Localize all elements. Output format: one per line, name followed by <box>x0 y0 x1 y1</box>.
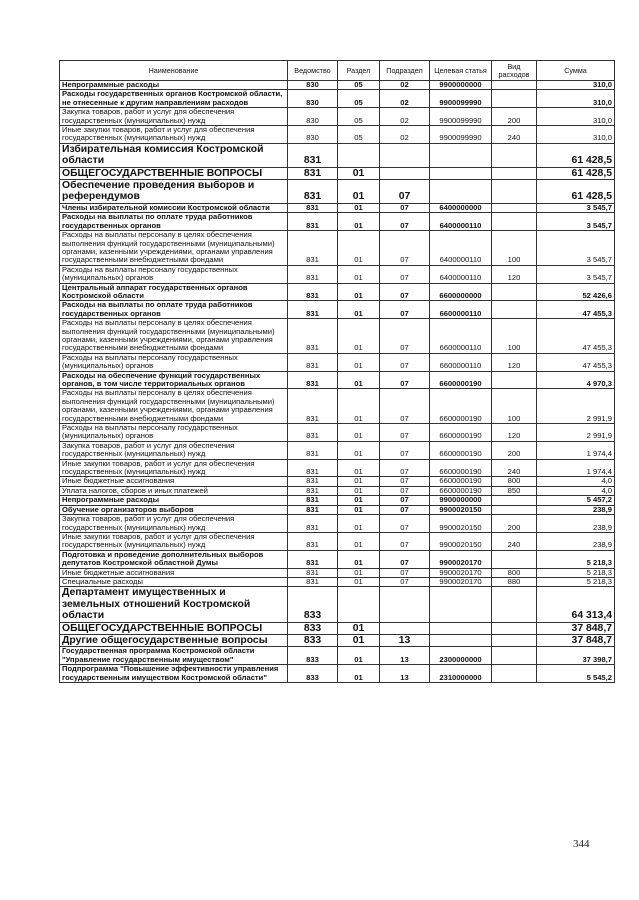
cell-summa: 3 545,7 <box>537 203 615 212</box>
table-row <box>60 126 615 144</box>
cell-razdel: 01 <box>338 477 380 486</box>
cell-podrazdel <box>380 587 430 622</box>
cell-razdel: 01 <box>338 505 380 514</box>
cell-name: Расходы на обеспечение функций государственных органов, в том числе территориальных органов <box>60 371 288 389</box>
cell-celevaya-statya: 6600000000 <box>430 283 492 301</box>
cell-summa: 5 218,3 <box>537 577 615 586</box>
cell-celevaya-statya: 6400000110 <box>430 231 492 266</box>
table-row <box>60 622 615 634</box>
page-number: 344 <box>573 838 590 850</box>
cell-podrazdel: 07 <box>380 301 430 319</box>
cell-razdel: 05 <box>338 108 380 126</box>
cell-podrazdel: 07 <box>380 496 430 505</box>
cell-podrazdel: 07 <box>380 568 430 577</box>
cell-summa: 64 313,4 <box>537 587 615 622</box>
cell-celevaya-statya: 9900020150 <box>430 532 492 550</box>
cell-vedomstvo: 831 <box>288 319 338 354</box>
table-row <box>60 568 615 577</box>
cell-vedomstvo: 831 <box>288 283 338 301</box>
cell-summa: 310,0 <box>537 108 615 126</box>
table-row <box>60 319 615 354</box>
table-row <box>60 505 615 514</box>
cell-razdel: 01 <box>338 265 380 283</box>
table-row <box>60 577 615 586</box>
cell-name: Расходы на выплаты персоналу в целях обеспечения выполнения функций государственными (муниципальными) органами, казенными учреждениями, органами управления государственными внебюджетными фондами <box>60 231 288 266</box>
table-row <box>60 441 615 459</box>
table-row <box>60 213 615 231</box>
cell-summa: 238,9 <box>537 515 615 533</box>
table-row <box>60 180 615 204</box>
cell-celevaya-statya: 9900020170 <box>430 550 492 568</box>
table-row <box>60 550 615 568</box>
cell-podrazdel: 07 <box>380 532 430 550</box>
cell-summa: 4 970,3 <box>537 371 615 389</box>
cell-summa: 61 428,5 <box>537 180 615 204</box>
table-row <box>60 81 615 90</box>
cell-podrazdel: 07 <box>380 180 430 204</box>
cell-vid-raskhodov <box>492 301 537 319</box>
cell-name: Департамент имущественных и земельных отношений Костромской области <box>60 587 288 622</box>
cell-vid-raskhodov <box>492 143 537 167</box>
cell-name: Закупка товаров, работ и услуг для обеспечения государственных (муниципальных) нужд <box>60 108 288 126</box>
cell-podrazdel <box>380 622 430 634</box>
cell-vedomstvo: 831 <box>288 550 338 568</box>
cell-name: Расходы на выплаты персоналу государственных (муниципальных) органов <box>60 353 288 371</box>
cell-vedomstvo: 831 <box>288 231 338 266</box>
cell-vid-raskhodov <box>492 283 537 301</box>
budget-sheet <box>59 60 614 683</box>
cell-vedomstvo: 830 <box>288 108 338 126</box>
cell-podrazdel: 07 <box>380 203 430 212</box>
cell-name: Центральный аппарат государственных органов Костромской области <box>60 283 288 301</box>
cell-celevaya-statya: 2300000000 <box>430 647 492 665</box>
table-row <box>60 143 615 167</box>
cell-vid-raskhodov: 240 <box>492 126 537 144</box>
cell-vedomstvo: 831 <box>288 203 338 212</box>
table-row <box>60 167 615 179</box>
cell-summa: 5 545,2 <box>537 665 615 683</box>
cell-celevaya-statya: 6400000110 <box>430 265 492 283</box>
cell-celevaya-statya <box>430 143 492 167</box>
cell-vedomstvo: 831 <box>288 301 338 319</box>
cell-name: Расходы на выплаты по оплате труда работников государственных органов <box>60 213 288 231</box>
cell-vedomstvo: 833 <box>288 647 338 665</box>
cell-vedomstvo: 831 <box>288 532 338 550</box>
cell-summa: 3 545,7 <box>537 231 615 266</box>
cell-vedomstvo: 831 <box>288 477 338 486</box>
cell-summa: 238,9 <box>537 505 615 514</box>
table-row <box>60 353 615 371</box>
cell-vedomstvo: 831 <box>288 389 338 424</box>
cell-summa: 37 398,7 <box>537 647 615 665</box>
cell-summa: 3 545,7 <box>537 213 615 231</box>
table-row <box>60 108 615 126</box>
cell-podrazdel: 13 <box>380 634 430 646</box>
cell-podrazdel: 07 <box>380 486 430 495</box>
cell-vid-raskhodov: 240 <box>492 532 537 550</box>
cell-celevaya-statya <box>430 180 492 204</box>
cell-razdel: 01 <box>338 634 380 646</box>
cell-name: Непрограммные расходы <box>60 81 288 90</box>
cell-vedomstvo: 831 <box>288 213 338 231</box>
cell-name: Специальные расходы <box>60 577 288 586</box>
cell-vedomstvo: 831 <box>288 180 338 204</box>
cell-razdel: 01 <box>338 496 380 505</box>
cell-razdel: 01 <box>338 568 380 577</box>
cell-razdel: 01 <box>338 213 380 231</box>
cell-vid-raskhodov: 120 <box>492 265 537 283</box>
cell-vid-raskhodov <box>492 81 537 90</box>
cell-vid-raskhodov <box>492 665 537 683</box>
cell-vid-raskhodov <box>492 647 537 665</box>
cell-vedomstvo: 831 <box>288 353 338 371</box>
cell-vid-raskhodov: 100 <box>492 389 537 424</box>
cell-razdel: 01 <box>338 486 380 495</box>
cell-celevaya-statya: 9900020170 <box>430 577 492 586</box>
cell-name: Обучение организаторов выборов <box>60 505 288 514</box>
cell-summa: 61 428,5 <box>537 143 615 167</box>
table-row <box>60 459 615 477</box>
cell-razdel: 01 <box>338 665 380 683</box>
cell-razdel: 01 <box>338 441 380 459</box>
cell-vid-raskhodov: 850 <box>492 486 537 495</box>
cell-podrazdel: 07 <box>380 283 430 301</box>
cell-vid-raskhodov <box>492 167 537 179</box>
cell-podrazdel: 07 <box>380 477 430 486</box>
cell-podrazdel: 02 <box>380 126 430 144</box>
cell-celevaya-statya: 6600000190 <box>430 371 492 389</box>
cell-celevaya-statya: 6600000190 <box>430 459 492 477</box>
cell-celevaya-statya <box>430 167 492 179</box>
header-podrazdel: Подраздел <box>380 61 430 81</box>
table-row <box>60 231 615 266</box>
cell-celevaya-statya: 6600000110 <box>430 319 492 354</box>
cell-podrazdel: 02 <box>380 81 430 90</box>
cell-summa: 5 218,3 <box>537 568 615 577</box>
cell-vid-raskhodov: 800 <box>492 477 537 486</box>
cell-vedomstvo: 831 <box>288 486 338 495</box>
table-row <box>60 371 615 389</box>
cell-razdel: 05 <box>338 81 380 90</box>
cell-name: Подпрограмма "Повышение эффективности управления государственным имуществом Костромской области" <box>60 665 288 683</box>
cell-podrazdel: 07 <box>380 389 430 424</box>
cell-razdel: 01 <box>338 389 380 424</box>
table-row <box>60 424 615 442</box>
cell-podrazdel: 02 <box>380 90 430 108</box>
cell-vedomstvo: 830 <box>288 81 338 90</box>
cell-celevaya-statya: 6600000110 <box>430 353 492 371</box>
cell-celevaya-statya: 9900099990 <box>430 126 492 144</box>
table-row <box>60 515 615 533</box>
cell-summa: 310,0 <box>537 90 615 108</box>
cell-razdel <box>338 143 380 167</box>
table-row <box>60 486 615 495</box>
cell-razdel: 01 <box>338 424 380 442</box>
cell-vedomstvo: 833 <box>288 622 338 634</box>
cell-podrazdel: 07 <box>380 231 430 266</box>
cell-celevaya-statya: 6400000110 <box>430 213 492 231</box>
cell-podrazdel: 07 <box>380 505 430 514</box>
cell-razdel: 01 <box>338 371 380 389</box>
cell-razdel: 01 <box>338 203 380 212</box>
cell-podrazdel: 13 <box>380 647 430 665</box>
cell-celevaya-statya: 9900020150 <box>430 515 492 533</box>
cell-podrazdel: 07 <box>380 213 430 231</box>
cell-razdel: 01 <box>338 167 380 179</box>
cell-celevaya-statya: 9900000000 <box>430 81 492 90</box>
table-row <box>60 587 615 622</box>
cell-vedomstvo: 830 <box>288 90 338 108</box>
cell-vid-raskhodov: 200 <box>492 515 537 533</box>
cell-vid-raskhodov <box>492 587 537 622</box>
cell-name: Иные бюджетные ассигнования <box>60 477 288 486</box>
cell-summa: 1 974,4 <box>537 459 615 477</box>
cell-vid-raskhodov: 120 <box>492 424 537 442</box>
cell-celevaya-statya <box>430 622 492 634</box>
table-row <box>60 301 615 319</box>
cell-summa: 2 991,9 <box>537 424 615 442</box>
cell-podrazdel: 07 <box>380 577 430 586</box>
cell-vid-raskhodov <box>492 371 537 389</box>
table-row <box>60 203 615 212</box>
cell-vid-raskhodov: 200 <box>492 441 537 459</box>
cell-vedomstvo: 831 <box>288 459 338 477</box>
cell-summa: 47 455,3 <box>537 301 615 319</box>
cell-vedomstvo: 831 <box>288 577 338 586</box>
cell-razdel: 01 <box>338 301 380 319</box>
cell-podrazdel: 13 <box>380 665 430 683</box>
header-name: Наименование <box>60 61 288 81</box>
cell-name: Непрограммные расходы <box>60 496 288 505</box>
cell-name: ОБЩЕГОСУДАРСТВЕННЫЕ ВОПРОСЫ <box>60 167 288 179</box>
cell-podrazdel: 07 <box>380 424 430 442</box>
cell-podrazdel: 07 <box>380 371 430 389</box>
cell-celevaya-statya: 6600000110 <box>430 301 492 319</box>
cell-name: Иные закупки товаров, работ и услуг для обеспечения государственных (муниципальных) нужд <box>60 459 288 477</box>
cell-podrazdel: 07 <box>380 550 430 568</box>
cell-razdel: 01 <box>338 532 380 550</box>
cell-vedomstvo: 831 <box>288 265 338 283</box>
cell-vedomstvo: 831 <box>288 143 338 167</box>
cell-celevaya-statya: 6600000190 <box>430 424 492 442</box>
table-row <box>60 665 615 683</box>
cell-podrazdel: 07 <box>380 459 430 477</box>
cell-vid-raskhodov: 880 <box>492 577 537 586</box>
cell-vid-raskhodov <box>492 180 537 204</box>
cell-name: Расходы на выплаты персоналу в целях обеспечения выполнения функций государственными (муниципальными) органами, казенными учреждениями, органами управления государственными внебюджетными фондами <box>60 389 288 424</box>
cell-name: Избирательная комиссия Костромской области <box>60 143 288 167</box>
cell-podrazdel: 07 <box>380 319 430 354</box>
table-row <box>60 477 615 486</box>
cell-summa: 2 991,9 <box>537 389 615 424</box>
table-row <box>60 532 615 550</box>
cell-vedomstvo: 833 <box>288 634 338 646</box>
cell-razdel: 01 <box>338 283 380 301</box>
table-row <box>60 496 615 505</box>
cell-name: Расходы на выплаты персоналу государственных (муниципальных) органов <box>60 424 288 442</box>
table-row <box>60 283 615 301</box>
cell-celevaya-statya <box>430 587 492 622</box>
cell-podrazdel: 07 <box>380 265 430 283</box>
cell-summa: 4,0 <box>537 477 615 486</box>
cell-summa: 47 455,3 <box>537 319 615 354</box>
cell-vid-raskhodov <box>492 634 537 646</box>
cell-vedomstvo: 831 <box>288 515 338 533</box>
cell-celevaya-statya: 6600000190 <box>430 441 492 459</box>
cell-vedomstvo: 831 <box>288 496 338 505</box>
cell-vid-raskhodov <box>492 550 537 568</box>
cell-name: Подготовка и проведение дополнительных выборов депутатов Костромской областной Думы <box>60 550 288 568</box>
cell-summa: 4,0 <box>537 486 615 495</box>
cell-celevaya-statya: 6400000000 <box>430 203 492 212</box>
cell-vedomstvo: 833 <box>288 665 338 683</box>
cell-podrazdel: 07 <box>380 515 430 533</box>
cell-name: Расходы на выплаты персоналу государственных (муниципальных) органов <box>60 265 288 283</box>
header-vid-raskhodov: Вид расходов <box>492 61 537 81</box>
table-header-row <box>60 61 615 81</box>
cell-razdel: 01 <box>338 353 380 371</box>
cell-razdel: 01 <box>338 647 380 665</box>
header-summa: Сумма <box>537 61 615 81</box>
cell-vid-raskhodov <box>492 213 537 231</box>
cell-summa: 52 426,6 <box>537 283 615 301</box>
cell-name: ОБЩЕГОСУДАРСТВЕННЫЕ ВОПРОСЫ <box>60 622 288 634</box>
cell-celevaya-statya: 9900099990 <box>430 90 492 108</box>
cell-podrazdel: 07 <box>380 353 430 371</box>
cell-name: Расходы на выплаты персоналу в целях обеспечения выполнения функций государственными (муниципальными) органами, казенными учреждениями, органами управления государственными внебюджетными фондами <box>60 319 288 354</box>
cell-razdel: 05 <box>338 90 380 108</box>
cell-name: Другие общегосударственные вопросы <box>60 634 288 646</box>
cell-vedomstvo: 830 <box>288 126 338 144</box>
cell-summa: 310,0 <box>537 126 615 144</box>
cell-summa: 238,9 <box>537 532 615 550</box>
cell-podrazdel <box>380 143 430 167</box>
table-row <box>60 389 615 424</box>
cell-celevaya-statya: 6600000190 <box>430 389 492 424</box>
header-razdel: Раздел <box>338 61 380 81</box>
cell-name: Расходы государственных органов Костромской области, не отнесенные к другим направлениям расходов <box>60 90 288 108</box>
table-row <box>60 647 615 665</box>
cell-vid-raskhodov: 800 <box>492 568 537 577</box>
cell-summa: 3 545,7 <box>537 265 615 283</box>
cell-vid-raskhodov: 200 <box>492 108 537 126</box>
cell-razdel: 05 <box>338 126 380 144</box>
cell-razdel: 01 <box>338 622 380 634</box>
cell-vid-raskhodov: 100 <box>492 231 537 266</box>
cell-vid-raskhodov <box>492 505 537 514</box>
cell-celevaya-statya <box>430 634 492 646</box>
cell-razdel: 01 <box>338 515 380 533</box>
cell-razdel: 01 <box>338 459 380 477</box>
cell-summa: 47 455,3 <box>537 353 615 371</box>
cell-name: Иные закупки товаров, работ и услуг для обеспечения государственных (муниципальных) нужд <box>60 126 288 144</box>
cell-podrazdel: 07 <box>380 441 430 459</box>
cell-vid-raskhodov: 240 <box>492 459 537 477</box>
cell-summa: 5 218,3 <box>537 550 615 568</box>
cell-summa: 37 848,7 <box>537 634 615 646</box>
cell-vid-raskhodov <box>492 622 537 634</box>
cell-summa: 37 848,7 <box>537 622 615 634</box>
cell-name: Закупка товаров, работ и услуг для обеспечения государственных (муниципальных) нужд <box>60 515 288 533</box>
table-row <box>60 90 615 108</box>
cell-celevaya-statya: 6600000190 <box>430 477 492 486</box>
cell-razdel: 01 <box>338 319 380 354</box>
cell-summa: 1 974,4 <box>537 441 615 459</box>
cell-summa: 5 457,2 <box>537 496 615 505</box>
cell-vid-raskhodov <box>492 496 537 505</box>
cell-vid-raskhodov: 120 <box>492 353 537 371</box>
cell-vedomstvo: 831 <box>288 371 338 389</box>
cell-vedomstvo: 831 <box>288 424 338 442</box>
cell-vid-raskhodov <box>492 90 537 108</box>
cell-razdel: 01 <box>338 231 380 266</box>
cell-vedomstvo: 831 <box>288 441 338 459</box>
cell-name: Уплата налогов, сборов и иных платежей <box>60 486 288 495</box>
cell-name: Иные закупки товаров, работ и услуг для обеспечения государственных (муниципальных) нужд <box>60 532 288 550</box>
cell-vedomstvo: 831 <box>288 505 338 514</box>
cell-name: Государственная программа Костромской области "Управление государственным имуществом" <box>60 647 288 665</box>
header-celevaya-statya: Целевая статья <box>430 61 492 81</box>
header-vedomstvo: Ведомство <box>288 61 338 81</box>
cell-vedomstvo: 831 <box>288 568 338 577</box>
cell-vedomstvo: 833 <box>288 587 338 622</box>
cell-celevaya-statya: 2310000000 <box>430 665 492 683</box>
cell-vid-raskhodov: 100 <box>492 319 537 354</box>
cell-podrazdel: 02 <box>380 108 430 126</box>
cell-razdel: 01 <box>338 550 380 568</box>
cell-razdel: 01 <box>338 577 380 586</box>
cell-name: Обеспечение проведения выборов и референдумов <box>60 180 288 204</box>
cell-celevaya-statya: 6600000190 <box>430 486 492 495</box>
cell-razdel <box>338 587 380 622</box>
cell-podrazdel <box>380 167 430 179</box>
cell-celevaya-statya: 9900020170 <box>430 568 492 577</box>
cell-name: Закупка товаров, работ и услуг для обеспечения государственных (муниципальных) нужд <box>60 441 288 459</box>
cell-celevaya-statya: 9900000000 <box>430 496 492 505</box>
cell-vid-raskhodov <box>492 203 537 212</box>
cell-name: Иные бюджетные ассигнования <box>60 568 288 577</box>
budget-table <box>59 60 615 683</box>
cell-name: Расходы на выплаты по оплате труда работников государственных органов <box>60 301 288 319</box>
table-row <box>60 634 615 646</box>
cell-name: Члены избирательной комиссии Костромской области <box>60 203 288 212</box>
cell-celevaya-statya: 9900099990 <box>430 108 492 126</box>
cell-celevaya-statya: 9900020150 <box>430 505 492 514</box>
cell-vedomstvo: 831 <box>288 167 338 179</box>
cell-summa: 310,0 <box>537 81 615 90</box>
table-row <box>60 265 615 283</box>
cell-summa: 61 428,5 <box>537 167 615 179</box>
cell-razdel: 01 <box>338 180 380 204</box>
